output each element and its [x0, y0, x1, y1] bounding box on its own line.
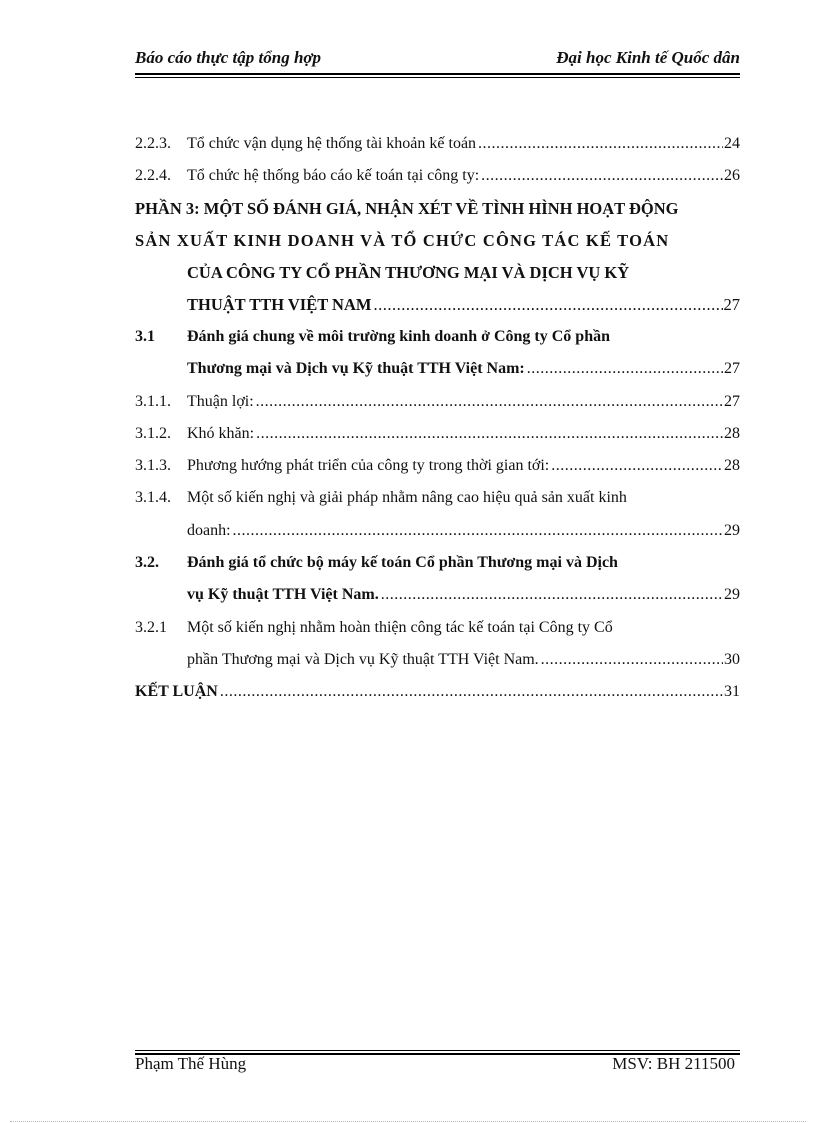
toc-entry-title: Thuận lợi:	[187, 393, 254, 410]
toc-entry-page: 29	[724, 586, 740, 603]
toc-entry-title: KẾT LUẬN	[135, 683, 218, 700]
toc-entry-page: 30	[724, 651, 740, 668]
toc-entry-2-2-4[interactable]	[135, 162, 740, 190]
toc-entry-number: 2.2.4.	[135, 167, 171, 184]
header-rule	[135, 73, 740, 75]
footer-rule-thin	[135, 1050, 740, 1051]
header-rule-thin	[135, 77, 740, 78]
toc-entry-title: Phương hướng phát triển của công ty trong thời gian tới:	[187, 457, 550, 474]
toc-dot-leader	[373, 291, 722, 319]
toc-entry-title: Đánh giá tổ chức bộ máy kế toán Cổ phần Thương mại và Dịch	[187, 554, 618, 571]
toc-entry-title: Khó khăn:	[187, 425, 255, 442]
toc-entry-number: 3.2.	[135, 554, 159, 571]
toc-entry-line: phần Thương mại và Dịch vụ Kỹ thuật TTH Việt Nam. ..... 30	[187, 646, 740, 674]
toc-dot-leader	[256, 420, 723, 448]
toc-entry-line	[135, 614, 740, 642]
toc-entry-title: Tổ chức vận dụng hệ thống tài khoản kế toán	[187, 135, 477, 152]
toc-dot-leader	[478, 130, 723, 158]
toc-entry-page: 26	[724, 167, 740, 184]
toc-entry-page: 27	[724, 393, 740, 410]
toc-entry-number: 3.1	[135, 328, 155, 345]
toc-entry-line: doanh: ..... 29	[187, 517, 740, 545]
toc-entry-number: 3.1.2.	[135, 425, 171, 442]
toc-entry-number: 3.1.3.	[135, 457, 171, 474]
header-right-title: Đại học Kinh tế Quốc dân	[556, 48, 740, 67]
toc-dot-leader	[233, 517, 723, 545]
toc-dot-leader	[527, 355, 723, 383]
toc-part-heading-line: SẢN XUẤT KINH DOANH VÀ TỔ CHỨC CÔNG TÁC KẾ TOÁN	[135, 231, 670, 250]
page-bottom-border	[10, 1121, 806, 1122]
toc-entry-page: 31	[724, 683, 740, 700]
toc-entry-title: Tổ chức hệ thống báo cáo kế toán tại công ty:	[187, 167, 480, 184]
toc-entry-line	[135, 323, 740, 351]
toc-entry-number: 2.2.3.	[135, 135, 171, 152]
toc-dot-leader	[381, 581, 723, 609]
toc-entry-page: 29	[724, 522, 740, 539]
toc-dot-leader	[256, 388, 723, 416]
toc-entry-ket-luan[interactable]	[135, 678, 740, 706]
header-left-title: Báo cáo thực tập tổng hợp	[135, 48, 322, 67]
toc-dot-leader	[541, 646, 723, 674]
toc-entry-page: 27	[724, 360, 740, 377]
toc-entry-3-1-2[interactable]	[135, 420, 740, 448]
toc-dot-leader	[481, 162, 723, 190]
toc-entry-line: Thương mại và Dịch vụ Kỹ thuật TTH Việt Nam: ..... 27	[187, 355, 740, 383]
toc-entry-page: 28	[724, 425, 740, 442]
footer-student-id: MSV: BH 211500	[612, 1054, 735, 1073]
toc-entry-title: Một số kiến nghị nhằm hoàn thiện công tác kế toán tại Công ty Cổ	[187, 619, 613, 636]
page-header	[135, 48, 740, 72]
toc-entry-number: 3.1.1.	[135, 393, 171, 410]
toc-entry-line	[135, 549, 740, 577]
toc-entry-2-2-3[interactable]	[135, 130, 740, 158]
toc-entry-title: Đánh giá chung về môi trường kinh doanh ở Công ty Cổ phần	[187, 328, 610, 345]
footer-author: Phạm Thế Hùng	[135, 1054, 247, 1073]
page-footer	[135, 1054, 735, 1076]
toc-dot-leader	[220, 678, 723, 706]
toc-dot-leader	[551, 452, 723, 480]
toc-entry-3-1-3[interactable]	[135, 452, 740, 480]
toc-entry-page: 24	[724, 135, 740, 152]
toc-entry-line: vụ Kỹ thuật TTH Việt Nam. ..... 29	[187, 581, 740, 609]
toc-entry-page: 27	[723, 295, 740, 314]
toc-entry-line	[135, 484, 740, 512]
toc-entry-3-1-1[interactable]	[135, 388, 740, 416]
toc-part-heading-line: CỦA CÔNG TY CỔ PHẦN THƯƠNG MẠI VÀ DỊCH VỤ KỸ	[187, 263, 630, 282]
toc-entry-number: 3.1.4.	[135, 489, 171, 506]
toc-part-heading-line: PHẦN 3: MỘT SỐ ĐÁNH GIÁ, NHẬN XÉT VỀ TÌNH HÌNH HOẠT ĐỘNG	[135, 199, 679, 218]
toc-entry-page: 28	[724, 457, 740, 474]
toc-part-heading-line: THUẬT TTH VIỆT NAM ..... 27	[187, 291, 740, 319]
toc-entry-number: 3.2.1	[135, 619, 167, 636]
toc-entry-title: Một số kiến nghị và giải pháp nhằm nâng cao hiệu quả sản xuất kinh	[187, 489, 627, 506]
